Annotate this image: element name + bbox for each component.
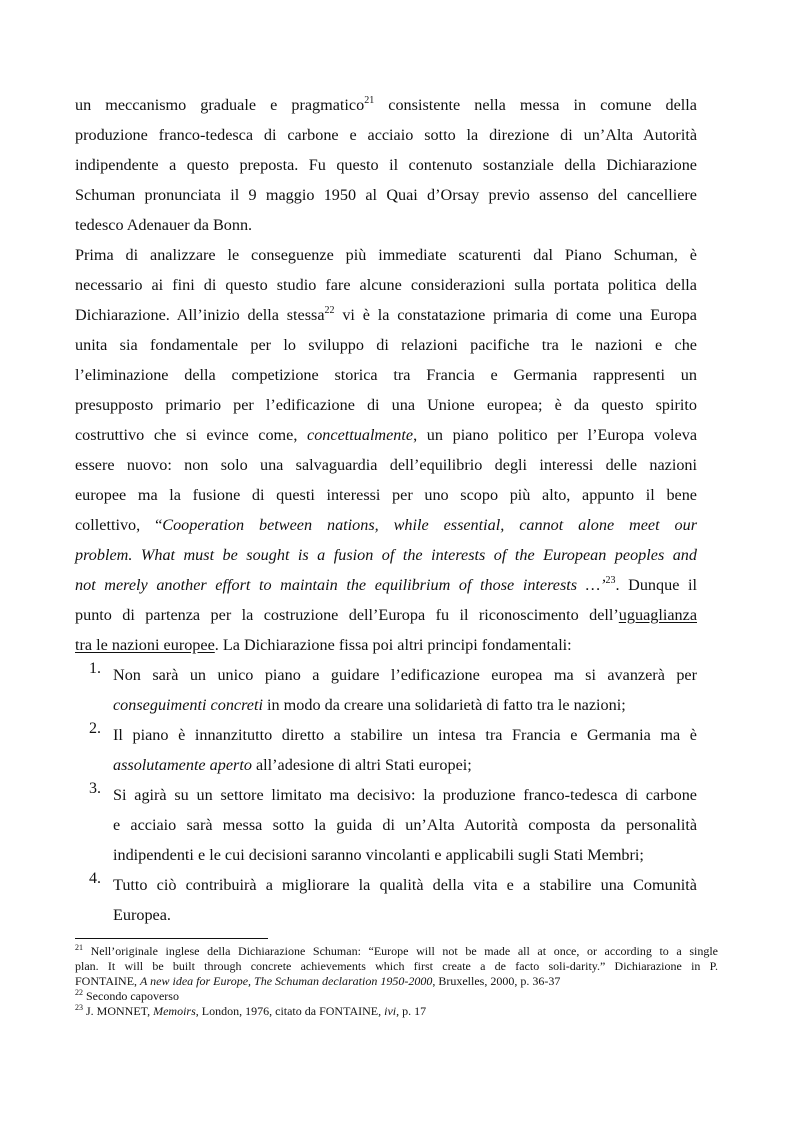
text-line: europee ma la fusione di questi interessi per uno scopo più alto, appunto il bene bbox=[75, 486, 697, 504]
text-line: Non sarà un unico piano a guidare l’edificazione europea ma si avanzerà per bbox=[113, 666, 697, 684]
text-line: presupposto primario per l’edificazione di una Unione europea; è da questo spirito bbox=[75, 396, 697, 414]
list-number: 4. bbox=[89, 870, 101, 887]
text-line: assolutamente aperto all’adesione di altri Stati europei; bbox=[113, 756, 472, 774]
footnote-ref-23[interactable]: 23 bbox=[605, 575, 616, 586]
text-line: Tutto ciò contribuirà a migliorare la qualità della vita e a stabilire una Comunità bbox=[113, 876, 697, 894]
text-line: collettivo, “Cooperation between nations, while essential, cannot alone meet our bbox=[75, 516, 697, 534]
list-item bbox=[89, 780, 697, 870]
principles-list bbox=[75, 660, 697, 930]
text-line: Schuman pronunciata il 9 maggio 1950 al Quai d’Orsay previo assenso del cancelliere bbox=[75, 186, 697, 204]
text-line: Dichiarazione. All’inizio della stessa$^{22}$ vi è la constatazione primaria di come una Europa bbox=[75, 305, 697, 324]
text-line: not merely another effort to maintain the equilibrium of those interests …’$^{23}$. Dunque il bbox=[75, 575, 697, 594]
text-line: essere nuovo: non solo una salvaguardia dell’equilibrio degli interessi delle nazioni bbox=[75, 456, 697, 474]
text-line: costruttivo che si evince come, concettualmente, un piano politico per l’Europa voleva bbox=[75, 426, 697, 444]
footnote-23: $^{23}$ J. MONNET, Memoirs, London, 1976, citato da FONTAINE, ivi, p. 17 bbox=[75, 1003, 427, 1018]
footnote-ref-21[interactable]: 21 bbox=[364, 95, 375, 106]
text-line: produzione franco-tedesca di carbone e acciaio sotto la direzione di un’Alta Autorità bbox=[75, 126, 697, 144]
footnote-21: $^{21}$ Nell’originale inglese della Dichiarazione Schuman: “Europe will not be made all at once, or according to a single bbox=[75, 943, 718, 958]
text-line: tra le nazioni europee. La Dichiarazione fissa poi altri principi fondamentali: bbox=[75, 636, 572, 654]
text-line: un meccanismo graduale e pragmatico$^{21}$ consistente nella messa in comune della bbox=[75, 95, 697, 114]
text-line: e acciaio sarà messa sotto la guida di un’Alta Autorità composta da personalità bbox=[113, 816, 697, 834]
document-body bbox=[75, 90, 697, 930]
list-item bbox=[89, 660, 697, 720]
list-number: 1. bbox=[89, 660, 101, 677]
footnotes bbox=[75, 944, 718, 1019]
text-line: indipendente a questo preposta. Fu questo il contenuto sostanziale della Dichiarazione bbox=[75, 156, 697, 174]
text-line: necessario ai fini di questo studio fare alcune considerazioni sulla portata politica della bbox=[75, 276, 697, 294]
footnote-ref-22[interactable]: 22 bbox=[324, 305, 335, 316]
text-line: Prima di analizzare le conseguenze più immediate scaturenti dal Piano Schuman, è bbox=[75, 246, 697, 264]
footnote-21-cont: plan. It will be built through concrete achievements which first create a de facto soli-darity.” Dichiarazione in P. bbox=[75, 959, 718, 973]
text-line: indipendenti e le cui decisioni saranno vincolanti e applicabili sugli Stati Membri; bbox=[113, 846, 644, 864]
text-line: l’eliminazione della competizione storica tra Francia e Germania rappresenti un bbox=[75, 366, 697, 384]
text-line: Europea. bbox=[113, 906, 171, 924]
text-line: Si agirà su un settore limitato ma decisivo: la produzione franco-tedesca di carbone bbox=[113, 786, 697, 804]
text-line: conseguimenti concreti in modo da creare una solidarietà di fatto tra le nazioni; bbox=[113, 696, 626, 714]
list-item bbox=[89, 870, 697, 930]
text-line: problem. What must be sought is a fusion of the interests of the European peoples and bbox=[75, 546, 697, 564]
text-line: tedesco Adenauer da Bonn. bbox=[75, 216, 253, 234]
list-item bbox=[89, 720, 697, 780]
footnote-22: $^{22}$ Secondo capoverso bbox=[75, 988, 179, 1003]
footnote-21-cont: FONTAINE, A new idea for Europe, The Schuman declaration 1950-2000, Bruxelles, 2000, p. 36-37 bbox=[75, 974, 561, 988]
text-line: Il piano è innanzitutto diretto a stabilire un intesa tra Francia e Germania ma è bbox=[113, 726, 697, 744]
footnote-separator bbox=[75, 938, 268, 939]
list-number: 3. bbox=[89, 780, 101, 797]
text-line: punto di partenza per la costruzione dell’Europa fu il riconoscimento dell’uguaglianza bbox=[75, 606, 697, 624]
list-number: 2. bbox=[89, 720, 101, 737]
text-line: unita sia fondamentale per lo sviluppo di relazioni pacifiche tra le nazioni e che bbox=[75, 336, 697, 354]
